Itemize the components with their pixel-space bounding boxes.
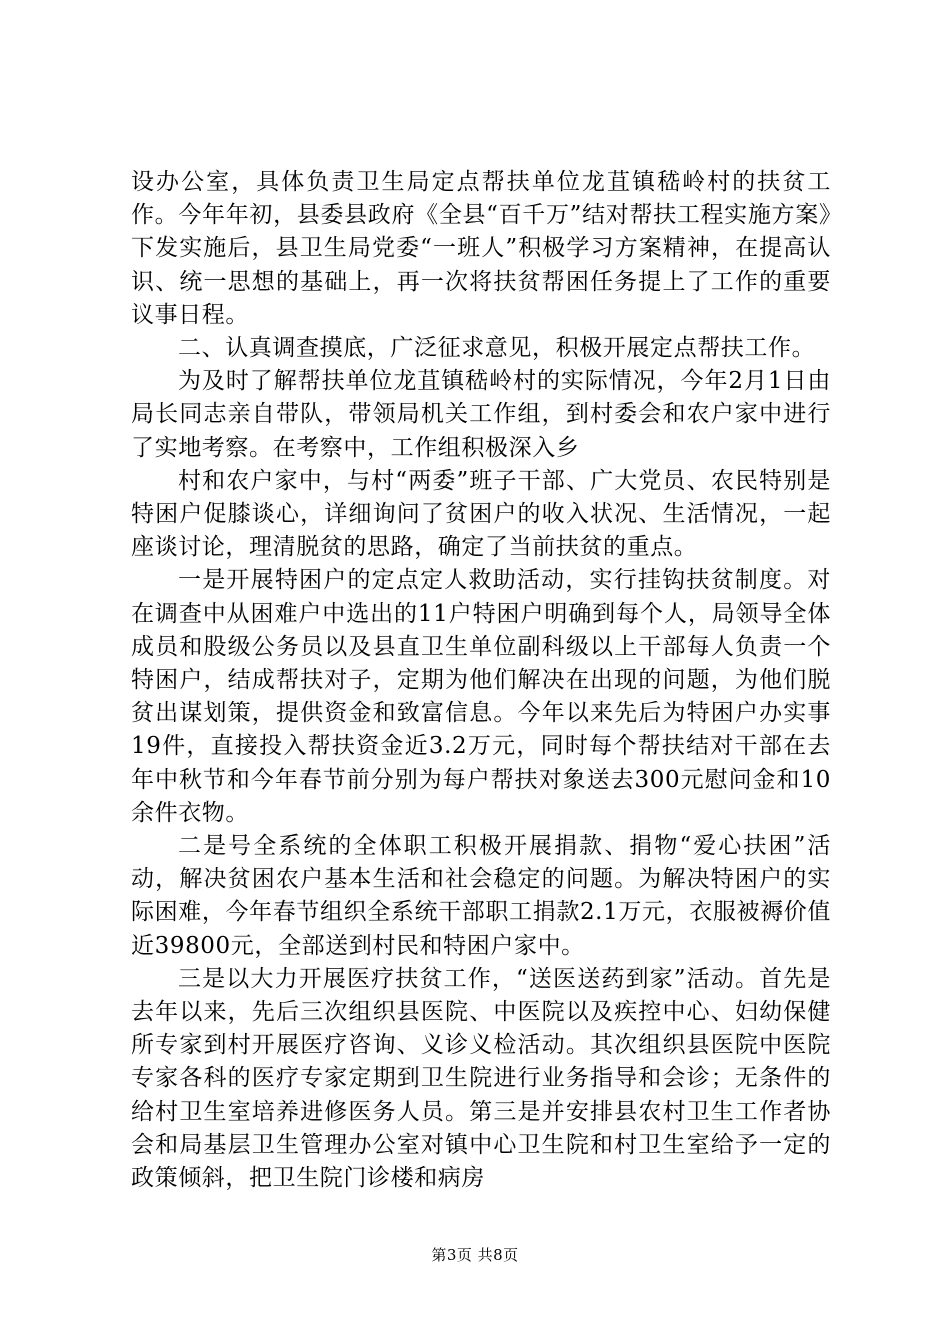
paragraph-3: 为及时了解帮扶单位龙苴镇嵇岭村的实际情况，今年2月1日由局长同志亲自带队，带领局机关工作组，到村委会和农户家中进行了实地考察。在考察中，工作组积极深入乡 bbox=[131, 368, 831, 461]
paragraph-7: 三是以大力开展医疗扶贫工作，“送医送药到家”活动。首先是去年以来，先后三次组织县医院、中医院以及疾控中心、妇幼保健所专家到村开展医疗咨询、义诊义检活动。其次组织县医院中医院专家各科的医疗专家定期到卫生院进行业务指导和会诊；无条件的给村卫生室培养进修医务人员。第三是并安排县农村卫生工作者协会和局基层卫生管理办公室对镇中心卫生院和村卫生室给予一定的政策倾斜，把卫生院门诊楼和病房 bbox=[131, 965, 831, 1192]
page-footer: 第3页 共8页 bbox=[431, 1246, 519, 1264]
paragraph-6: 二是号全系统的全体职工积极开展捐款、捐物“爱心扶困”活动，解决贫困农户基本生活和社会稳定的问题。为解决特困户的实际困难，今年春节组织全系统干部职工捐款2.1万元，衣服被褥价值近39800元，全部送到村民和特困户家中。 bbox=[131, 833, 831, 959]
document-body bbox=[131, 166, 831, 1195]
paragraph-2: 二、认真调查摸底，广泛征求意见，积极开展定点帮扶工作。 bbox=[178, 335, 816, 362]
paragraph-5: 一是开展特困户的定点定人救助活动，实行挂钩扶贫制度。对在调查中从困难户中选出的11户特困户明确到每个人，局领导全体成员和股级公务员以及县直卫生单位副科级以上干部每人负责一个特困户，结成帮扶对子，定期为他们解决在出现的问题，为他们脱贫出谋划策，提供资金和致富信息。今年以来先后为特困户办实事19件，直接投入帮扶资金近3.2万元，同时每个帮扶结对干部在去年中秋节和今年春节前分别为每户帮扶对象送去300元慰问金和10余件衣物。 bbox=[131, 567, 831, 826]
paragraph-1: 设办公室，具体负责卫生局定点帮扶单位龙苴镇嵇岭村的扶贫工作。今年年初，县委县政府《全县“百千万”结对帮扶工程实施方案》下发实施后，县卫生局党委“一班人”积极学习方案精神，在提高认识、统一思想的基础上，再一次将扶贫帮困任务提上了工作的重要议事日程。 bbox=[131, 169, 831, 328]
paragraph-4: 村和农户家中，与村“两委”班子干部、广大党员、农民特别是特困户促膝谈心，详细询问了贫困户的收入状况、生活情况，一起座谈讨论，理清脱贫的思路，确定了当前扶贫的重点。 bbox=[131, 467, 831, 561]
